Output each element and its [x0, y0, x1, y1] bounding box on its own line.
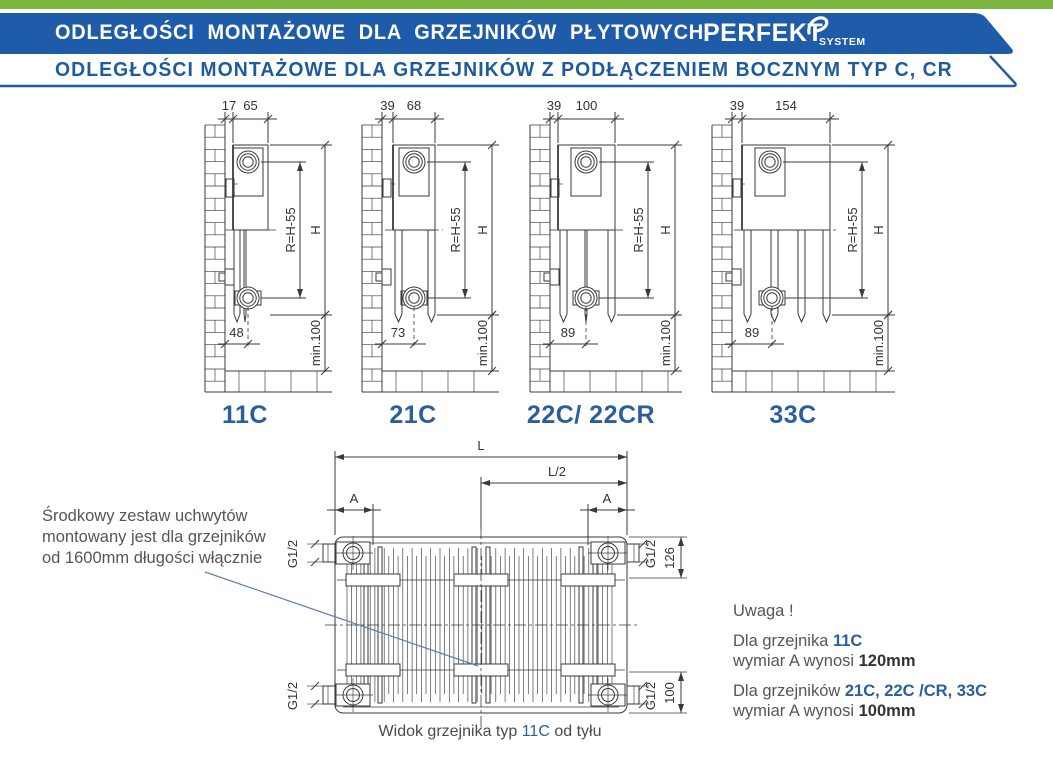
dim-depth: 154 — [775, 98, 797, 113]
dim-floor-clearance: min.100 — [475, 319, 490, 367]
notice-line-1 — [733, 632, 987, 651]
page-title: ODLEGŁOŚCI MONTAŻOWE DLA GRZEJNIKÓW PŁYTOWYCH — [55, 21, 704, 44]
dim-bracket-offset: 89 — [744, 325, 760, 340]
dim-length: L — [477, 438, 485, 453]
brick-wall — [530, 125, 550, 392]
radiator — [544, 145, 623, 322]
dim-radius: R=H-55 — [448, 207, 463, 253]
rear-view-diagram — [285, 435, 695, 735]
type-label-22c: 22C/ 22CR — [526, 401, 656, 429]
dim-bracket-offset: 89 — [560, 325, 576, 340]
side-view-diagram-33c — [695, 95, 913, 430]
brick-wall — [712, 125, 732, 392]
brand-name: PERFEKT — [703, 19, 824, 47]
dim-radius: R=H-55 — [283, 207, 298, 253]
radiator — [726, 145, 838, 322]
type-label-11c: 11C — [222, 401, 268, 429]
notice-line-4 — [733, 702, 987, 721]
caption-type: 11C — [521, 723, 550, 740]
dim-bracket-a-left: A — [349, 491, 359, 506]
dim-thread-bottom-left: G1/2 — [285, 681, 300, 711]
notice-line-3 — [733, 682, 987, 701]
green-top-bar — [0, 0, 1053, 9]
dim-depth: 68 — [406, 98, 422, 113]
dim-height: H — [308, 225, 323, 235]
radiator — [376, 145, 443, 322]
notice1-line2-prefix: wymiar A wynosi — [733, 651, 859, 670]
floor — [362, 371, 499, 392]
side-view-diagram-22c — [510, 95, 700, 430]
bracket-note — [42, 506, 266, 569]
dim-depth: 65 — [243, 98, 258, 113]
dim-wall-offset: 39 — [380, 98, 395, 113]
dim-thread-top-right: G1/2 — [643, 539, 658, 569]
dim-bracket-offset: 48 — [229, 325, 244, 340]
dim-wall-offset: 39 — [546, 98, 562, 113]
notice2-prefix: Dla grzejników — [733, 682, 845, 701]
floor — [712, 371, 895, 392]
dim-half-length: L/2 — [547, 464, 567, 479]
notice-line-2 — [733, 652, 987, 671]
dimension-lines — [218, 98, 332, 375]
dim-top-offset: 126 — [662, 547, 677, 569]
dim-wall-offset: 17 — [221, 98, 237, 113]
brick-wall — [205, 125, 225, 392]
dim-bottom-offset: 100 — [662, 682, 677, 704]
dim-bracket-offset: 73 — [390, 325, 406, 340]
center-lines — [325, 527, 637, 727]
dim-height: H — [658, 225, 673, 235]
type-label-21c: 21C — [389, 401, 437, 429]
brand-sub-name: SYSTEM — [819, 36, 866, 48]
dim-thread-bottom-right: G1/2 — [643, 681, 658, 711]
notice2-types: 21C, 22C /CR, 33C — [844, 682, 988, 701]
notice1-prefix: Dla grzejnika — [733, 632, 833, 651]
notice1-types: 11C — [832, 632, 863, 651]
dim-floor-clearance: min.100 — [308, 319, 323, 367]
rear-view-caption — [285, 723, 695, 741]
bracket-note-line: od 1600mm długości włącznie — [42, 548, 263, 567]
brick-wall — [362, 125, 382, 392]
dim-wall-offset: 39 — [729, 98, 745, 113]
dim-bracket-a-right: A — [602, 491, 612, 506]
radiator — [219, 145, 276, 322]
notice2-line2-prefix: wymiar A wynosi — [733, 701, 859, 720]
bracket-note-line: montowany jest dla grzejników — [42, 527, 266, 546]
dim-radius: R=H-55 — [631, 207, 646, 253]
side-view-diagram-21c — [345, 95, 510, 430]
dim-thread-top-left: G1/2 — [285, 539, 300, 569]
bracket-note-line: Środkowy zestaw uchwytów — [42, 507, 248, 525]
dimension-lines — [375, 98, 499, 375]
dimension-lines — [543, 98, 682, 375]
notice-block — [733, 602, 987, 721]
notice-title: Uwaga ! — [733, 602, 794, 620]
dim-height: H — [475, 225, 490, 235]
dim-radius: R=H-55 — [845, 207, 860, 253]
type-label-33c: 33C — [769, 401, 817, 429]
dim-floor-clearance: min.100 — [871, 319, 886, 367]
dim-floor-clearance: min.100 — [658, 319, 673, 367]
side-view-diagram-11c — [185, 95, 345, 430]
notice1-value: 120mm — [858, 651, 916, 670]
caption-prefix: Widok grzejnika typ — [378, 723, 522, 740]
dim-height: H — [871, 225, 886, 235]
brand-swoosh-icon — [806, 12, 832, 37]
caption-suffix: od tyłu — [549, 723, 602, 740]
floor — [530, 371, 682, 392]
dim-depth: 100 — [575, 98, 598, 113]
notice2-value: 100mm — [858, 701, 916, 720]
subtitle: ODLEGŁOŚCI MONTAŻOWE DLA GRZEJNIKÓW Z PODŁĄCZENIEM BOCZNYM TYP C, CR — [55, 59, 953, 81]
